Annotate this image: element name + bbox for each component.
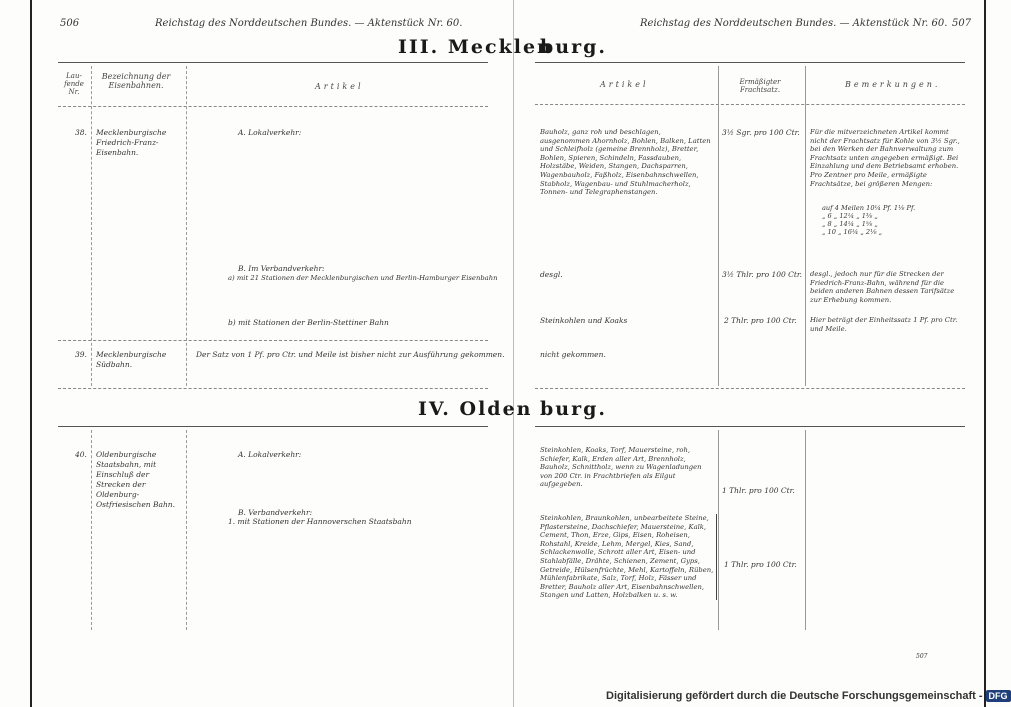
- row-38-artikel-2: desgl.: [540, 270, 563, 279]
- column-header-nr: Lau-fende Nr.: [64, 72, 84, 96]
- row-40-lokalverkehr: A. Lokalverkehr:: [238, 450, 302, 459]
- column-header-artikel-right: Artikel: [600, 80, 649, 89]
- row-38-lokalverkehr: A. Lokalverkehr:: [238, 128, 302, 137]
- row-38-bemerkung-1: Für die mitverzeichneten Artikel kommt nicht der Frachtsatz für Kohle von 3½ Sgr., bei den Werken der Bahnverwaltung zum Frachtsatz unten angegeben ermäßigt. Bei Einzahlung und dem Betriebsamt erhoben. Pro Zentner pro Meile, ermäßigte Frachtsätze, bei größeren Mengen:: [810, 128, 960, 188]
- row-38-number: 38.: [75, 128, 87, 137]
- row-40-frachtsatz-2: 1 Thlr. pro 100 Ctr.: [724, 560, 797, 569]
- row-40-verband-a: 1. mit Stationen der Hannoverschen Staatsbahn: [228, 517, 412, 526]
- row-40-artikel-1: Steinkohlen, Koaks, Torf, Mauersteine, roh, Schiefer, Kalk, Erden aller Art, Brennholz, Bauholz, Schnittholz, wenn zu Wagenladungen von 200 Ctr. in Frachtbriefen als Eilgut aufgegeben.: [540, 446, 702, 489]
- column-header-artikel-left: Artikel: [315, 82, 364, 91]
- row-38-artikel-3: Steinkohlen und Koaks: [540, 316, 628, 325]
- row-40-artikel-2: Steinkohlen, Braunkohlen, unbearbeitete Steine, Pflastersteine, Dachschiefer, Mauersteine, Kalk, Cement, Thon, Erze, Gips, Eisen, Roheisen, Rohstahl, Kreide, Lehm, Mergel, Kies, Sand, Schlackenwolle, Schrott aller Art, Eisen- und Stahlabfälle, Drähte, Schienen, Zement, Gyps, Getreide, Hülsenfrüchte, Mehl, Kartoffeln, Rüben, Mühlenfabrikate, Salz, Torf, Holz, Fässer und Bretter, Bauholz aller Art, Eisenbahnschwellen, Stangen und Latten, Holzbalken u. s. w.: [540, 514, 717, 600]
- column-header-bahn: Bezeichnung der Eisenbahnen.: [101, 72, 171, 90]
- row-38-frachtsatz-2: 3½ Thlr. pro 100 Ctr.: [722, 270, 803, 279]
- row-40-bahn: Oldenburgische Staatsbahn, mit Einschluß der Strecken der Oldenburg-Ostfriesischen Bahn.: [96, 450, 176, 509]
- bem-table-line: „ 6 „ 12¼ „ 1⅜ „: [822, 212, 878, 220]
- bem-table-line: „ 8 „ 14¼ „ 1⅝ „: [822, 220, 878, 228]
- dfg-logo: DFG: [986, 690, 1011, 702]
- column-header-frachtsatz: Ermäßigter Frachtsatz.: [739, 78, 781, 94]
- page-binding-edge-left: [30, 0, 32, 707]
- corner-mark: 507: [916, 653, 928, 660]
- row-38-verband-b: b) mit Stationen der Berlin-Stettiner Bahn: [228, 318, 389, 327]
- digitization-credit: [606, 690, 1011, 702]
- row-38-bemerkung-2: desgl., jedoch nur für die Strecken der Friedrich-Franz-Bahn, während für die beiden anderen Bahnen dessen Tarifsätze zur Erhebung kommen.: [810, 270, 955, 304]
- row-40-number: 40.: [75, 450, 87, 459]
- row-39-bahn: Mecklenburgische Südbahn.: [96, 350, 167, 369]
- row-40-frachtsatz-1: 1 Thlr. pro 100 Ctr.: [722, 486, 795, 495]
- right-page-number: 507: [952, 18, 972, 29]
- bem-table-line: auf 4 Meilen 10¼ Pf. 1⅛ Pf.: [822, 204, 916, 212]
- row-40-verbandverkehr: B. Verbandverkehr:: [238, 508, 313, 517]
- row-39-continuation: nicht gekommen.: [540, 350, 606, 359]
- row-38-frachtsatz-1: 3½ Sgr. pro 100 Ctr.: [722, 128, 800, 137]
- left-page-number: 506: [60, 18, 80, 29]
- row-38-bemerkung-table: [822, 204, 915, 236]
- row-38-bemerkung-3: Hier beträgt der Einheitssatz 1 Pf. pro Ctr. und Meile.: [810, 316, 958, 333]
- bem-table-line: „ 10 „ 16¼ „ 2⅛ „: [822, 228, 882, 236]
- row-38-frachtsatz-3: 2 Thlr. pro 100 Ctr.: [724, 316, 797, 325]
- left-running-title: Reichstag des Norddeutschen Bundes. — Aktenstück Nr. 60.: [155, 18, 463, 29]
- row-38-verband-a: a) mit 21 Stationen der Mecklenburgischen und Berlin-Hamburger Eisenbahn: [228, 274, 498, 282]
- row-38-verbandverkehr: B. Im Verbandverkehr:: [238, 264, 325, 273]
- section-heading-mecklenburg-right: burg.: [540, 36, 608, 58]
- page-binding-edge-right: [984, 0, 986, 707]
- page-gutter: [513, 0, 514, 707]
- section-heading-oldenburg-left: IV. Olden: [418, 398, 533, 420]
- column-header-bemerkungen: Bemerkungen.: [845, 80, 941, 89]
- right-running-title: Reichstag des Norddeutschen Bundes. — Aktenstück Nr. 60.: [640, 18, 948, 29]
- row-38-artikel-1: Bauholz, ganz roh und beschlagen, ausgenommen Ahornholz, Bohlen, Balken, Latten und Schleifholz (gemeine Brennholz), Bretter, Bohlen, Spieren, Schindeln, Fassdauben, Holzstäbe, Weiden, Stangen, Dachsparren, Wagenbauholz, Faßholz, Eisenbahnschwellen, Stabholz, Wagenbau- und Stuhlmacherholz, Tonnen- und Telegraphenstangen.: [540, 128, 711, 197]
- row-38-bahn: Mecklenburgische Friedrich-Franz-Eisenbahn.: [96, 128, 167, 157]
- section-heading-oldenburg-right: burg.: [540, 398, 608, 420]
- row-39-number: 39.: [75, 350, 87, 359]
- credit-text: Digitalisierung gefördert durch die Deutsche Forschungsgemeinschaft -: [606, 690, 983, 702]
- row-39-text: Der Satz von 1 Pf. pro Ctr. und Meile ist bisher nicht zur Ausführung gekommen.: [196, 350, 505, 359]
- section-heading-mecklenburg-left: III. Mecklen: [398, 36, 553, 58]
